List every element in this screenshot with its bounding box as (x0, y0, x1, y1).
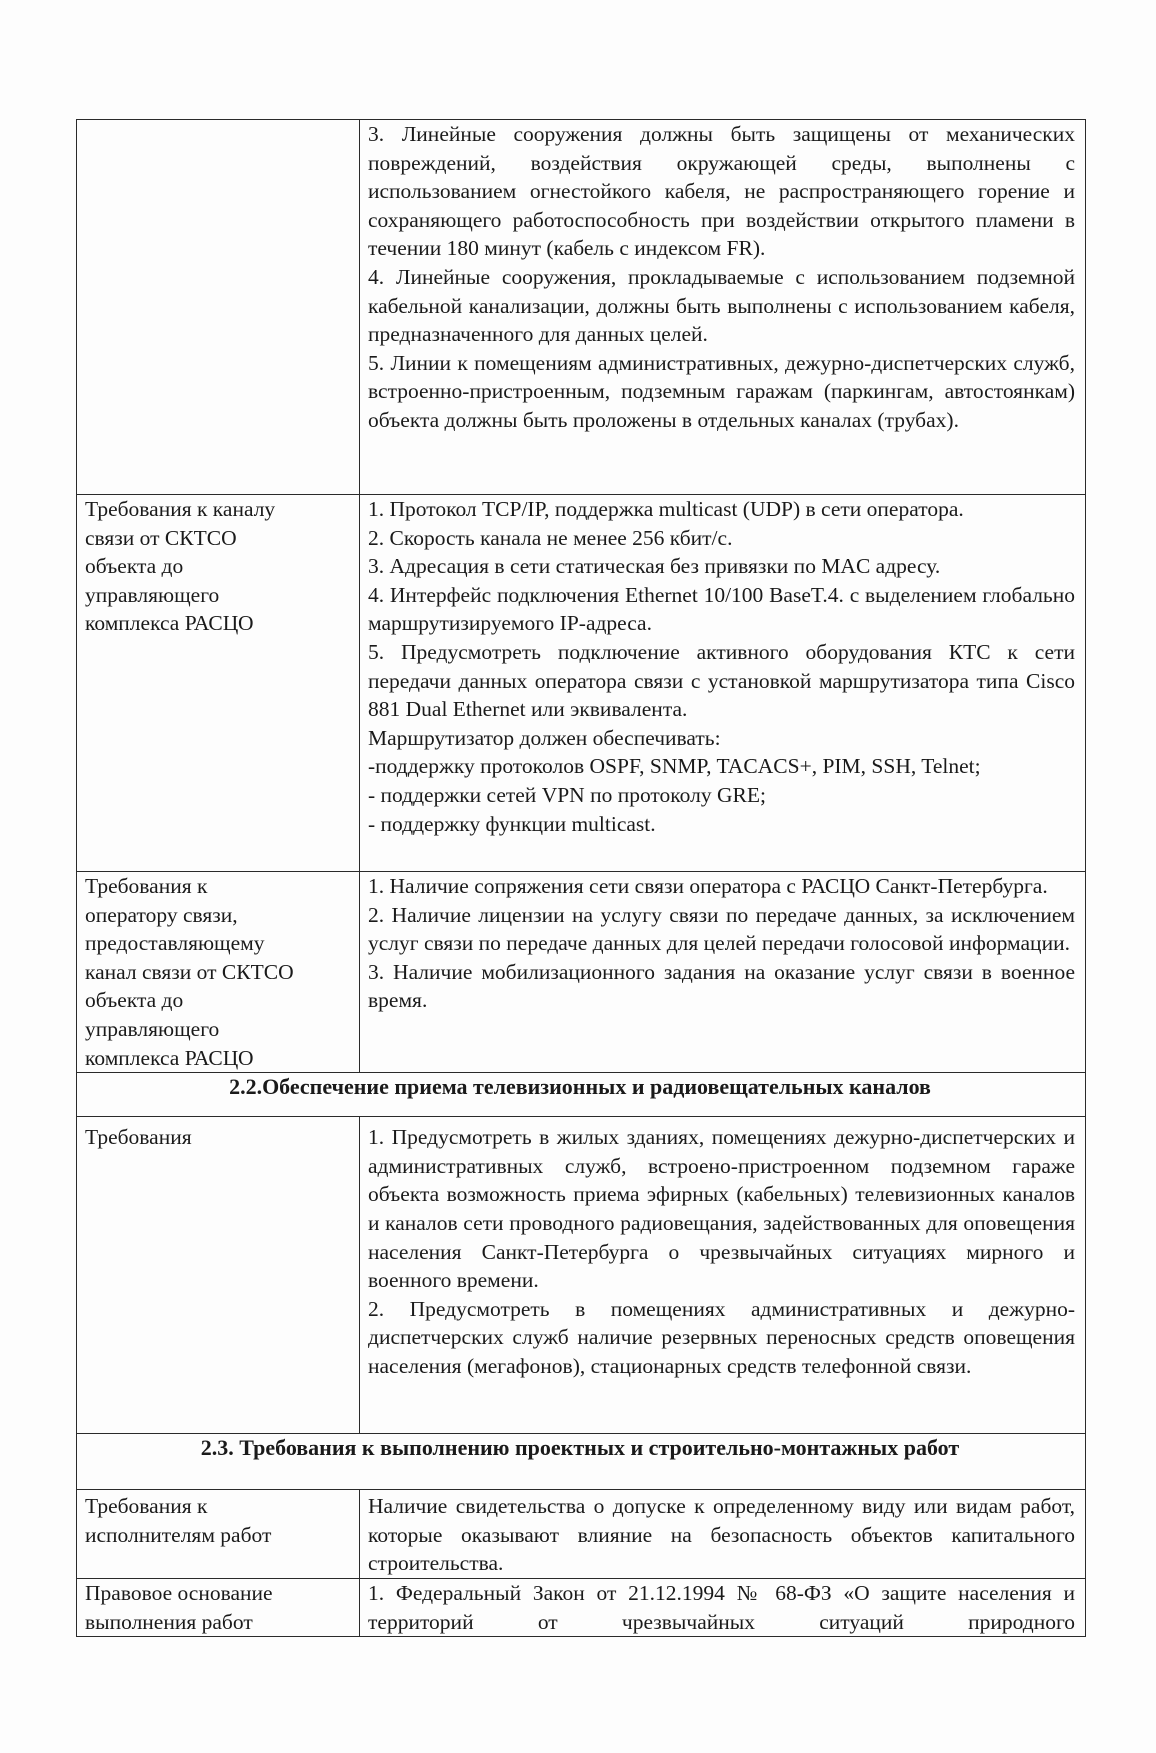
paragraph: 3. Линейные сооружения должны быть защищены от механических повреждений, воздействия окружающей среды, выполнены с использованием огнестойкого кабеля, не распространяющего горение и сохраняющего работоспособность при воздействии открытого пламени в течении 180 минут (кабель с индексом FR). (368, 122, 1075, 261)
paragraph: - поддержку функции multicast. (368, 811, 656, 836)
paragraph: 1. Федеральный Закон от 21.12.1994 № 68-ФЗ «О защите населения и территорий от чрезвычайных ситуаций природного (368, 1580, 1075, 1634)
paragraph: Наличие свидетельства о допуске к определенному виду или видам работ, которые оказывают влияние на безопасность объектов капитального строительства. (368, 1494, 1075, 1576)
label-line: оператору связи, (85, 902, 238, 927)
paragraph: 5. Предусмотреть подключение активного оборудования КТС к сети передачи данных оператора связи с установкой маршрутизатора типа Cisco 881 Dual Ethernet или эквивалента. (368, 639, 1075, 722)
label-line: Требования к (85, 874, 208, 898)
table-row-channel-requirements (77, 495, 1086, 872)
row-content (360, 1578, 1086, 1636)
label-line: Требования к каналу (85, 497, 276, 521)
paragraph: 1. Наличие сопряжения сети связи оператора с РАСЦО Санкт-Петербурга. (368, 874, 1048, 898)
paragraph: 1. Протокол TCP/IP, поддержка multicast (UDP) в сети оператора. (368, 497, 964, 521)
table-row-broadcast-requirements (77, 1117, 1086, 1434)
label-line: Правовое основание (85, 1580, 273, 1605)
paragraph: -поддержку протоколов OSPF, SNMP, TACACS+, PIM, SSH, Telnet; (368, 754, 981, 779)
label-line: канал связи от СКТСО (85, 959, 294, 984)
row-content (360, 120, 1086, 495)
label-line: комплекса РАСЦО (85, 611, 254, 636)
row-content (360, 1490, 1086, 1579)
row-label (77, 1117, 360, 1434)
row-label-empty (77, 120, 360, 495)
table-row-contractor-requirements (77, 1490, 1086, 1579)
table-row-linear-structures (77, 120, 1086, 495)
paragraph: 3. Адресация в сети статическая без привязки по MAC адресу. (368, 554, 941, 579)
section-heading-2-3: 2.3. Требования к выполнению проектных и строительно-монтажных работ (77, 1434, 1086, 1490)
section-heading-row (77, 1434, 1086, 1490)
requirements-table (76, 119, 1086, 1637)
paragraph: 1. Предусмотреть в жилых зданиях, помещениях дежурно-диспетчерских и административных служб, встроено-пристроенном подземном гараже объекта возможность приема эфирных (кабельных) телевизионных каналов и каналов сети проводного радиовещания, задействованных для оповещения населения Санкт-Петербурга о чрезвычайных ситуациях мирного и военного времени. (368, 1125, 1075, 1293)
paragraph: 2. Предусмотреть в помещениях административных и дежурно-диспетчерских служб наличие резервных переносных средств оповещения населения (мегафонов), стационарных средств телефонной связи. (368, 1296, 1075, 1378)
row-content (360, 872, 1086, 1073)
section-heading-2-2: 2.2.Обеспечение приема телевизионных и радиовещательных каналов (77, 1073, 1086, 1117)
row-label (77, 872, 360, 1073)
label-line: Требования к (85, 1494, 208, 1519)
paragraph: 3. Наличие мобилизационного задания на оказание услуг связи в военное время. (368, 959, 1075, 1013)
row-label (77, 1490, 360, 1579)
paragraph: 2. Скорость канала не менее 256 кбит/с. (368, 525, 733, 550)
row-label (77, 1578, 360, 1636)
label-line: объекта до (85, 554, 184, 579)
row-content (360, 495, 1086, 872)
label-line: исполнителям работ (85, 1522, 272, 1547)
paragraph: - поддержки сетей VPN по протоколу GRE; (368, 782, 766, 807)
paragraph: Маршрутизатор должен обеспечивать: (368, 725, 721, 750)
label-line: выполнения работ (85, 1609, 253, 1634)
label-line: связи от СКТСО (85, 525, 237, 550)
section-heading-row (77, 1073, 1086, 1117)
paragraph: 4. Интерфейс подключения Ethernet 10/100 BaseT.4. с выделением глобально маршрутизируемого IP-адреса. (368, 582, 1075, 636)
label-line: Требования (85, 1125, 192, 1150)
paragraph: 2. Наличие лицензии на услугу связи по передаче данных, за исключением услуг связи по передаче данных для целей передачи голосовой информации. (368, 902, 1075, 956)
row-label (77, 495, 360, 872)
label-line: комплекса РАСЦО (85, 1045, 254, 1070)
paragraph: 5. Линии к помещениям административных, дежурно-диспетчерских служб, встроенно-пристроенным, подземным гаражам (паркингам, автостоянкам) объекта должны быть проложены в отдельных каналах (трубах). (368, 350, 1075, 432)
table-row-operator-requirements (77, 872, 1086, 1073)
table-row-legal-basis (77, 1578, 1086, 1636)
label-line: управляющего (85, 582, 220, 607)
row-content (360, 1117, 1086, 1434)
label-line: управляющего (85, 1016, 220, 1041)
paragraph: 4. Линейные сооружения, прокладываемые с использованием подземной кабельной канализации, должны быть выполнены с использованием кабеля, предназначенного для данных целей. (368, 264, 1075, 347)
label-line: предоставляющему (85, 931, 265, 956)
label-line: объекта до (85, 988, 184, 1013)
